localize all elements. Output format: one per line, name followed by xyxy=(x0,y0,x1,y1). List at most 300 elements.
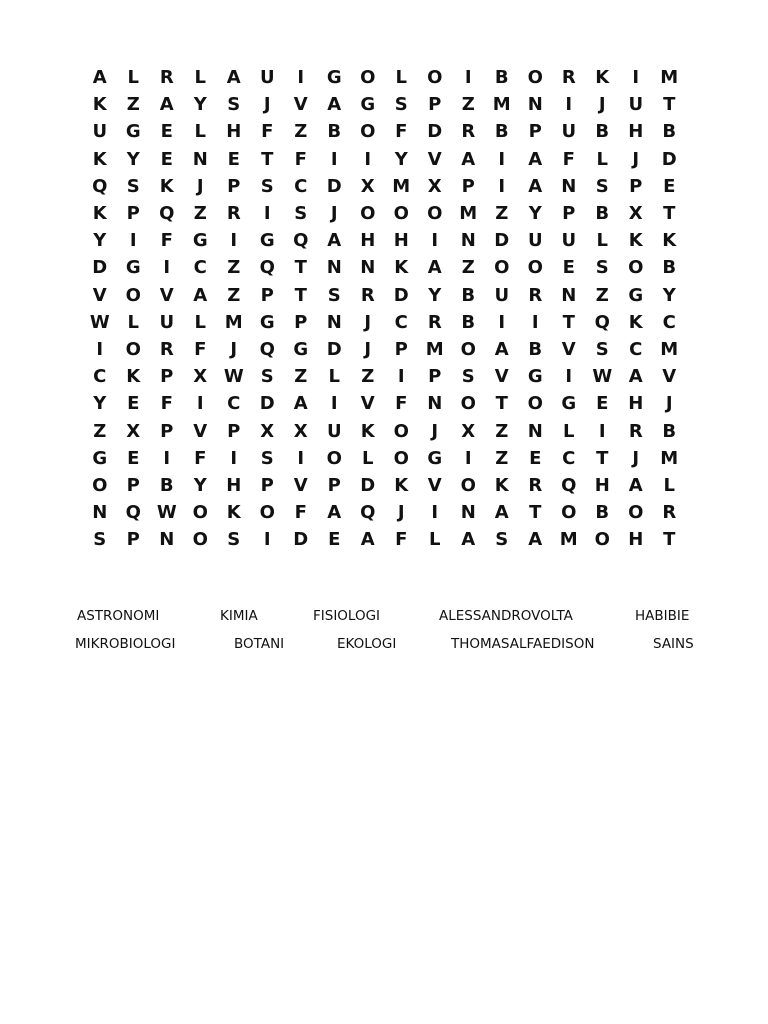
grid-letter: O xyxy=(527,257,543,279)
grid-letter: J xyxy=(263,94,271,116)
grid-letter: B xyxy=(327,121,342,143)
grid-letter: I xyxy=(263,203,271,225)
grid-letter: U xyxy=(494,284,510,306)
grid-letter: J xyxy=(364,338,372,360)
grid-letter: L xyxy=(127,311,139,333)
grid-letter: Q xyxy=(159,203,175,225)
grid-letter: K xyxy=(394,474,409,496)
grid-letter: L xyxy=(194,67,206,89)
grid-letter: J xyxy=(598,94,606,116)
grid-letter: V xyxy=(159,284,174,306)
grid-letter: B xyxy=(494,67,509,89)
word-item: HABIBIE xyxy=(635,608,690,624)
grid-letter: F xyxy=(294,502,307,524)
grid-letter: O xyxy=(628,502,644,524)
grid-letter: L xyxy=(663,474,675,496)
grid-letter: Z xyxy=(227,257,241,279)
grid-letter: J xyxy=(431,420,439,442)
grid-letter: O xyxy=(460,338,476,360)
grid-letter: P xyxy=(327,474,341,496)
grid-letter: O xyxy=(92,474,108,496)
grid-letter: Z xyxy=(294,121,308,143)
grid-letter: K xyxy=(92,148,107,170)
grid-letter: O xyxy=(427,203,443,225)
grid-letter: Y xyxy=(528,203,542,225)
grid-letter: X xyxy=(293,420,308,442)
grid-letter: T xyxy=(663,529,676,551)
grid-letter: A xyxy=(327,502,342,524)
grid-letter: L xyxy=(127,67,139,89)
grid-letter: F xyxy=(261,121,274,143)
grid-letter: G xyxy=(293,338,309,360)
grid-letter: I xyxy=(565,366,573,388)
grid-letter: M xyxy=(660,338,679,360)
grid-letter: Q xyxy=(293,230,309,252)
grid-letter: J xyxy=(196,175,204,197)
grid-letter: U xyxy=(259,67,275,89)
grid-letter: H xyxy=(628,121,644,143)
grid-letter: M xyxy=(425,338,444,360)
grid-letter: N xyxy=(192,148,208,170)
grid-letter: R xyxy=(427,311,442,333)
grid-letter: J xyxy=(330,203,338,225)
grid-letter: Y xyxy=(193,474,207,496)
grid-letter: I xyxy=(431,230,439,252)
grid-letter: P xyxy=(528,121,542,143)
grid-letter: G xyxy=(326,67,342,89)
grid-letter: L xyxy=(194,311,206,333)
grid-letter: K xyxy=(628,311,643,333)
grid-letter: D xyxy=(427,121,443,143)
grid-letter: R xyxy=(159,338,174,360)
grid-letter: Q xyxy=(259,338,275,360)
grid-letter: L xyxy=(362,447,374,469)
grid-letter: C xyxy=(227,393,241,415)
grid-letter: Q xyxy=(259,257,275,279)
grid-letter: P xyxy=(428,94,442,116)
grid-letter: R xyxy=(561,67,576,89)
grid-letter: S xyxy=(93,529,107,551)
grid-letter: G xyxy=(192,230,208,252)
grid-letter: K xyxy=(226,502,241,524)
grid-letter: C xyxy=(93,366,107,388)
grid-letter: W xyxy=(156,502,177,524)
grid-letter: Y xyxy=(93,393,107,415)
grid-letter: X xyxy=(628,203,643,225)
grid-letter: M xyxy=(224,311,243,333)
grid-letter: V xyxy=(293,94,308,116)
grid-letter: U xyxy=(527,230,543,252)
grid-letter: D xyxy=(360,474,376,496)
grid-letter: D xyxy=(326,175,342,197)
grid-letter: X xyxy=(461,420,476,442)
grid-letter: B xyxy=(461,311,476,333)
grid-letter: I xyxy=(598,420,606,442)
grid-letter: Z xyxy=(361,366,375,388)
grid-letter: P xyxy=(260,474,274,496)
grid-letter: U xyxy=(561,121,577,143)
grid-letter: S xyxy=(394,94,408,116)
grid-letter: E xyxy=(596,393,609,415)
grid-letter: S xyxy=(260,366,274,388)
grid-letter: N xyxy=(326,311,342,333)
grid-letter: O xyxy=(393,447,409,469)
grid-letter: E xyxy=(227,148,240,170)
grid-letter: O xyxy=(427,67,443,89)
grid-letter: G xyxy=(125,257,141,279)
grid-letter: U xyxy=(326,420,342,442)
grid-letter: W xyxy=(89,311,110,333)
grid-letter: G xyxy=(259,311,275,333)
grid-letter: A xyxy=(360,529,375,551)
grid-letter: L xyxy=(328,366,340,388)
grid-letter: Z xyxy=(595,284,609,306)
grid-letter: A xyxy=(628,366,643,388)
grid-letter: G xyxy=(92,447,108,469)
grid-letter: I xyxy=(163,257,171,279)
grid-letter: O xyxy=(561,502,577,524)
grid-letter: I xyxy=(129,230,137,252)
grid-letter: A xyxy=(159,94,174,116)
grid-letter: M xyxy=(459,203,478,225)
grid-letter: Z xyxy=(193,203,207,225)
grid-letter: R xyxy=(528,284,543,306)
grid-letter: A xyxy=(293,393,308,415)
grid-letter: B xyxy=(494,121,509,143)
grid-letter: D xyxy=(326,338,342,360)
grid-letter: T xyxy=(495,393,508,415)
grid-letter: Y xyxy=(394,148,408,170)
grid-letter: T xyxy=(596,447,609,469)
grid-letter: I xyxy=(196,393,204,415)
grid-letter: N xyxy=(460,230,476,252)
grid-letter: A xyxy=(528,529,543,551)
grid-letter: J xyxy=(632,148,640,170)
grid-letter: I xyxy=(431,502,439,524)
grid-letter: C xyxy=(193,257,207,279)
grid-letter: H xyxy=(226,121,242,143)
grid-letter: K xyxy=(595,67,610,89)
grid-letter: K xyxy=(662,230,677,252)
grid-letter: I xyxy=(498,148,506,170)
grid-letter: E xyxy=(328,529,341,551)
grid-letter: N xyxy=(159,529,175,551)
grid-letter: O xyxy=(393,420,409,442)
grid-letter: O xyxy=(460,393,476,415)
grid-letter: T xyxy=(663,203,676,225)
grid-letter: I xyxy=(632,67,640,89)
grid-letter: O xyxy=(192,502,208,524)
grid-letter: O xyxy=(360,67,376,89)
grid-letter: W xyxy=(592,366,613,388)
grid-letter: J xyxy=(230,338,238,360)
grid-letter: T xyxy=(294,284,307,306)
grid-letter: S xyxy=(227,94,241,116)
grid-letter: A xyxy=(193,284,208,306)
grid-letter: G xyxy=(527,366,543,388)
grid-letter: P xyxy=(260,284,274,306)
grid-letter: X xyxy=(360,175,375,197)
grid-letter: V xyxy=(427,148,442,170)
grid-letter: S xyxy=(126,175,140,197)
grid-letter: N xyxy=(561,284,577,306)
grid-letter: H xyxy=(594,474,610,496)
grid-letter: A xyxy=(494,338,509,360)
grid-letter: J xyxy=(364,311,372,333)
grid-letter: Z xyxy=(461,94,475,116)
grid-letter: Q xyxy=(594,311,610,333)
grid-letter: S xyxy=(260,175,274,197)
grid-letter: S xyxy=(294,203,308,225)
grid-letter: D xyxy=(393,284,409,306)
grid-letter: L xyxy=(429,529,441,551)
grid-letter: U xyxy=(561,230,577,252)
grid-letter: P xyxy=(461,175,475,197)
grid-letter: N xyxy=(527,94,543,116)
grid-letter: H xyxy=(393,230,409,252)
grid-letter: I xyxy=(330,393,338,415)
word-item: KIMIA xyxy=(220,608,258,624)
grid-letter: Z xyxy=(461,257,475,279)
grid-letter: P xyxy=(428,366,442,388)
grid-letter: A xyxy=(92,67,107,89)
grid-letter: D xyxy=(661,148,677,170)
grid-letter: F xyxy=(160,230,173,252)
grid-letter: P xyxy=(126,474,140,496)
grid-letter: O xyxy=(125,338,141,360)
grid-letter: P xyxy=(227,420,241,442)
grid-letter: I xyxy=(330,148,338,170)
grid-letter: M xyxy=(392,175,411,197)
grid-letter: D xyxy=(259,393,275,415)
grid-letter: T xyxy=(663,94,676,116)
grid-letter: C xyxy=(662,311,676,333)
grid-letter: I xyxy=(297,67,305,89)
word-item: BOTANI xyxy=(234,636,285,652)
grid-letter: I xyxy=(263,529,271,551)
grid-letter: G xyxy=(628,284,644,306)
grid-letter: P xyxy=(562,203,576,225)
grid-letter: B xyxy=(528,338,543,360)
grid-letter: R xyxy=(360,284,375,306)
grid-letter: N xyxy=(360,257,376,279)
grid-letter: C xyxy=(294,175,308,197)
grid-letter: O xyxy=(527,393,543,415)
grid-letter: B xyxy=(662,420,677,442)
grid-letter: S xyxy=(260,447,274,469)
grid-letter: R xyxy=(226,203,241,225)
grid-letter: T xyxy=(261,148,274,170)
grid-letter: X xyxy=(126,420,141,442)
grid-letter: U xyxy=(92,121,108,143)
grid-letter: P xyxy=(629,175,643,197)
grid-letter: V xyxy=(92,284,107,306)
grid-letter: N xyxy=(460,502,476,524)
grid-letter: I xyxy=(230,230,238,252)
grid-letter: L xyxy=(194,121,206,143)
grid-letter: T xyxy=(294,257,307,279)
grid-letter: E xyxy=(529,447,542,469)
grid-letter: F xyxy=(395,529,408,551)
grid-letter: V xyxy=(427,474,442,496)
grid-letter: O xyxy=(125,284,141,306)
grid-letter: I xyxy=(565,94,573,116)
grid-letter: P xyxy=(294,311,308,333)
grid-letter: Q xyxy=(92,175,108,197)
grid-letter: F xyxy=(160,393,173,415)
grid-letter: N xyxy=(527,420,543,442)
grid-letter: I xyxy=(397,366,405,388)
grid-letter: I xyxy=(230,447,238,469)
grid-letter: I xyxy=(498,175,506,197)
grid-letter: J xyxy=(665,393,673,415)
grid-letter: G xyxy=(125,121,141,143)
grid-letter: D xyxy=(92,257,108,279)
grid-letter: Z xyxy=(495,203,509,225)
grid-letter: Z xyxy=(126,94,140,116)
grid-letter: V xyxy=(293,474,308,496)
grid-letter: I xyxy=(498,311,506,333)
grid-letter: J xyxy=(632,447,640,469)
grid-letter: O xyxy=(192,529,208,551)
grid-letter: B xyxy=(662,257,677,279)
grid-letter: V xyxy=(360,393,375,415)
grid-letter: Y xyxy=(193,94,207,116)
grid-letter: T xyxy=(529,502,542,524)
grid-letter: N xyxy=(326,257,342,279)
grid-letter: M xyxy=(559,529,578,551)
grid-letter: N xyxy=(561,175,577,197)
grid-letter: L xyxy=(596,148,608,170)
grid-letter: F xyxy=(562,148,575,170)
grid-letter: F xyxy=(194,447,207,469)
grid-letter: S xyxy=(327,284,341,306)
grid-letter: Z xyxy=(93,420,107,442)
grid-letter: S xyxy=(595,175,609,197)
grid-letter: E xyxy=(663,175,676,197)
grid-letter: G xyxy=(360,94,376,116)
grid-letter: E xyxy=(160,121,173,143)
grid-letter: P xyxy=(160,366,174,388)
grid-letter: E xyxy=(562,257,575,279)
word-item: EKOLOGI xyxy=(337,636,397,652)
grid-letter: O xyxy=(628,257,644,279)
grid-letter: L xyxy=(395,67,407,89)
word-item: SAINS xyxy=(653,636,694,652)
grid-letter: H xyxy=(360,230,376,252)
grid-letter: G xyxy=(561,393,577,415)
word-item: ASTRONOMI xyxy=(77,608,160,624)
grid-letter: S xyxy=(495,529,509,551)
grid-letter: E xyxy=(160,148,173,170)
grid-letter: Z xyxy=(495,420,509,442)
grid-letter: P xyxy=(126,529,140,551)
grid-letter: O xyxy=(527,67,543,89)
grid-letter: K xyxy=(92,203,107,225)
grid-letter: B xyxy=(595,502,610,524)
grid-letter: M xyxy=(660,447,679,469)
grid-letter: K xyxy=(494,474,509,496)
grid-letter: U xyxy=(159,311,175,333)
word-item: FISIOLOGI xyxy=(313,608,381,624)
grid-letter: A xyxy=(494,502,509,524)
grid-letter: F xyxy=(395,121,408,143)
grid-letter: A xyxy=(628,474,643,496)
grid-letter: N xyxy=(427,393,443,415)
grid-letter: K xyxy=(394,257,409,279)
grid-letter: V xyxy=(193,420,208,442)
grid-letter: D xyxy=(293,529,309,551)
grid-letter: X xyxy=(193,366,208,388)
grid-letter: L xyxy=(563,420,575,442)
grid-letter: G xyxy=(259,230,275,252)
grid-letter: F xyxy=(294,148,307,170)
grid-letter: O xyxy=(594,529,610,551)
grid-letter: Z xyxy=(227,284,241,306)
grid-letter: I xyxy=(96,338,104,360)
grid-letter: I xyxy=(531,311,539,333)
grid-letter: I xyxy=(464,67,472,89)
grid-letter: Q xyxy=(561,474,577,496)
grid-letter: S xyxy=(227,529,241,551)
grid-letter: F xyxy=(194,338,207,360)
grid-letter: Y xyxy=(126,148,140,170)
grid-letter: V xyxy=(561,338,576,360)
grid-letter: B xyxy=(662,121,677,143)
grid-letter: R xyxy=(628,420,643,442)
grid-letter: K xyxy=(126,366,141,388)
grid-letter: I xyxy=(464,447,472,469)
grid-letter: S xyxy=(595,257,609,279)
grid-letter: Y xyxy=(93,230,107,252)
grid-letter: K xyxy=(159,175,174,197)
grid-letter: A xyxy=(461,529,476,551)
grid-letter: P xyxy=(394,338,408,360)
grid-letter: K xyxy=(360,420,375,442)
grid-letter: H xyxy=(628,393,644,415)
word-item: ALESSANDROVOLTA xyxy=(439,608,573,624)
grid-letter: R xyxy=(662,502,677,524)
grid-letter: S xyxy=(461,366,475,388)
grid-letter: X xyxy=(260,420,275,442)
grid-letter: B xyxy=(595,203,610,225)
grid-letter: N xyxy=(92,502,108,524)
grid-letter: T xyxy=(562,311,575,333)
grid-letter: B xyxy=(595,121,610,143)
grid-letter: E xyxy=(127,393,140,415)
grid-letter: M xyxy=(492,94,511,116)
grid-letter: P xyxy=(126,203,140,225)
grid-letter: E xyxy=(127,447,140,469)
grid-letter: C xyxy=(629,338,643,360)
grid-letter: O xyxy=(494,257,510,279)
grid-letter: X xyxy=(427,175,442,197)
grid-letter: W xyxy=(223,366,244,388)
grid-letter: R xyxy=(159,67,174,89)
grid-letter: C xyxy=(562,447,576,469)
grid-letter: S xyxy=(595,338,609,360)
grid-letter: A xyxy=(327,230,342,252)
grid-letter: J xyxy=(397,502,405,524)
grid-letter: I xyxy=(297,447,305,469)
grid-letter: A xyxy=(528,148,543,170)
grid-letter: O xyxy=(259,502,275,524)
grid-letter: V xyxy=(494,366,509,388)
grid-letter: P xyxy=(160,420,174,442)
grid-letter: Y xyxy=(662,284,676,306)
grid-letter: F xyxy=(395,393,408,415)
grid-letter: D xyxy=(494,230,510,252)
